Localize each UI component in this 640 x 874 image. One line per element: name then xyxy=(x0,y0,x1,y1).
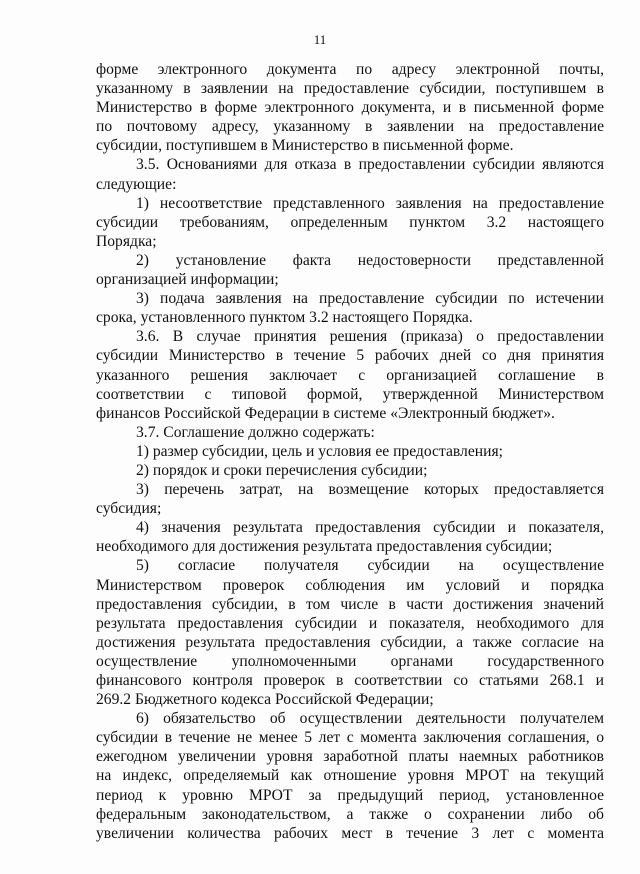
text-line: субсидии, поступившем в Министерство в письменной форме. xyxy=(96,137,514,155)
text-line: соответствии с типовой формой, утвержденной Министерством xyxy=(96,385,604,403)
text-line: 2) порядок и сроки перечисления субсидии; xyxy=(136,461,428,479)
text-line: федеральным законодательством, а также о сохранении либо об xyxy=(96,805,604,823)
text-line: 2) установление факта недостоверности представленной xyxy=(136,251,604,269)
text-line: срока, установленного пунктом 3.2 настоящего Порядка. xyxy=(96,309,473,327)
text-line: ежегодном увеличении уровня заработной платы наемных работников xyxy=(96,748,604,766)
text-line: 3.6. В случае принятия решения (приказа) о предоставлении xyxy=(136,328,604,346)
text-line: осуществление уполномоченными органами государственного xyxy=(96,652,604,670)
text-line: субсидия; xyxy=(96,500,162,518)
text-line: указанного решения заключает с организацией соглашение в xyxy=(96,366,604,384)
text-line: финансов Российской Федерации в системе «Электронный бюджет». xyxy=(96,404,555,422)
text-line: результата предоставления субсидии и показателя, необходимого для xyxy=(96,614,604,632)
text-line: 3) перечень затрат, на возмещение которых предоставляется xyxy=(136,481,604,499)
document-body xyxy=(96,60,604,843)
text-line: Министерство в форме электронного документа, и в письменной форме xyxy=(96,99,604,117)
text-line: 1) несоответствие представленного заявления на предоставление xyxy=(136,194,604,212)
text-line: 3) подача заявления на предоставление субсидии по истечении xyxy=(136,290,604,308)
text-line: предоставления субсидии, в том числе в части достижения значений xyxy=(96,595,604,613)
text-line: следующие: xyxy=(96,175,177,193)
text-line: финансового контроля проверок в соответствии со статьями 268.1 и xyxy=(96,672,604,689)
text-line: 4) значения результата предоставления субсидии и показателя, xyxy=(136,519,604,537)
text-line: организацией информации; xyxy=(96,271,279,289)
text-line: на индекс, определяемый как отношение уровня МРОТ на текущий xyxy=(96,767,604,785)
text-line: указанному в заявлении на предоставление субсидии, поступившем в xyxy=(96,80,604,98)
page-number: 11 xyxy=(313,32,327,47)
text-line: субсидии требованиям, определенным пунктом 3.2 настоящего xyxy=(96,213,604,231)
text-line: форме электронного документа по адресу электронной почты, xyxy=(96,61,604,78)
text-line: 1) размер субсидии, цель и условия ее предоставления; xyxy=(136,442,503,460)
text-line: увеличении количества рабочих мест в течение 3 лет с момента xyxy=(96,824,604,842)
text-line: 3.7. Соглашение должно содержать: xyxy=(136,423,375,441)
text-line: 269.2 Бюджетного кодекса Российской Федерации; xyxy=(96,691,434,709)
text-line: Министерством проверок соблюдения им условий и порядка xyxy=(96,576,604,594)
text-line: субсидии в течение не менее 5 лет с момента заключения соглашения, о xyxy=(96,729,604,747)
text-line: период к уровню МРОТ за предыдущий период, установленное xyxy=(96,786,604,804)
text-line: необходимого для достижения результата предоставления субсидии; xyxy=(96,538,553,556)
text-line: достижения результата предоставления субсидии, а также согласие на xyxy=(96,633,604,651)
text-line: 3.5. Основаниями для отказа в предоставлении субсидии являются xyxy=(136,156,604,174)
text-line: субсидии Министерство в течение 5 рабочих дней со дня принятия xyxy=(96,347,604,365)
text-line: Порядка; xyxy=(96,232,157,250)
text-line: по почтовому адресу, указанному в заявлении на предоставление xyxy=(96,118,604,136)
text-line: 5) согласие получателя субсидии на осуществление xyxy=(136,557,604,575)
text-line: 6) обязательство об осуществлении деятельности получателем xyxy=(136,710,604,728)
